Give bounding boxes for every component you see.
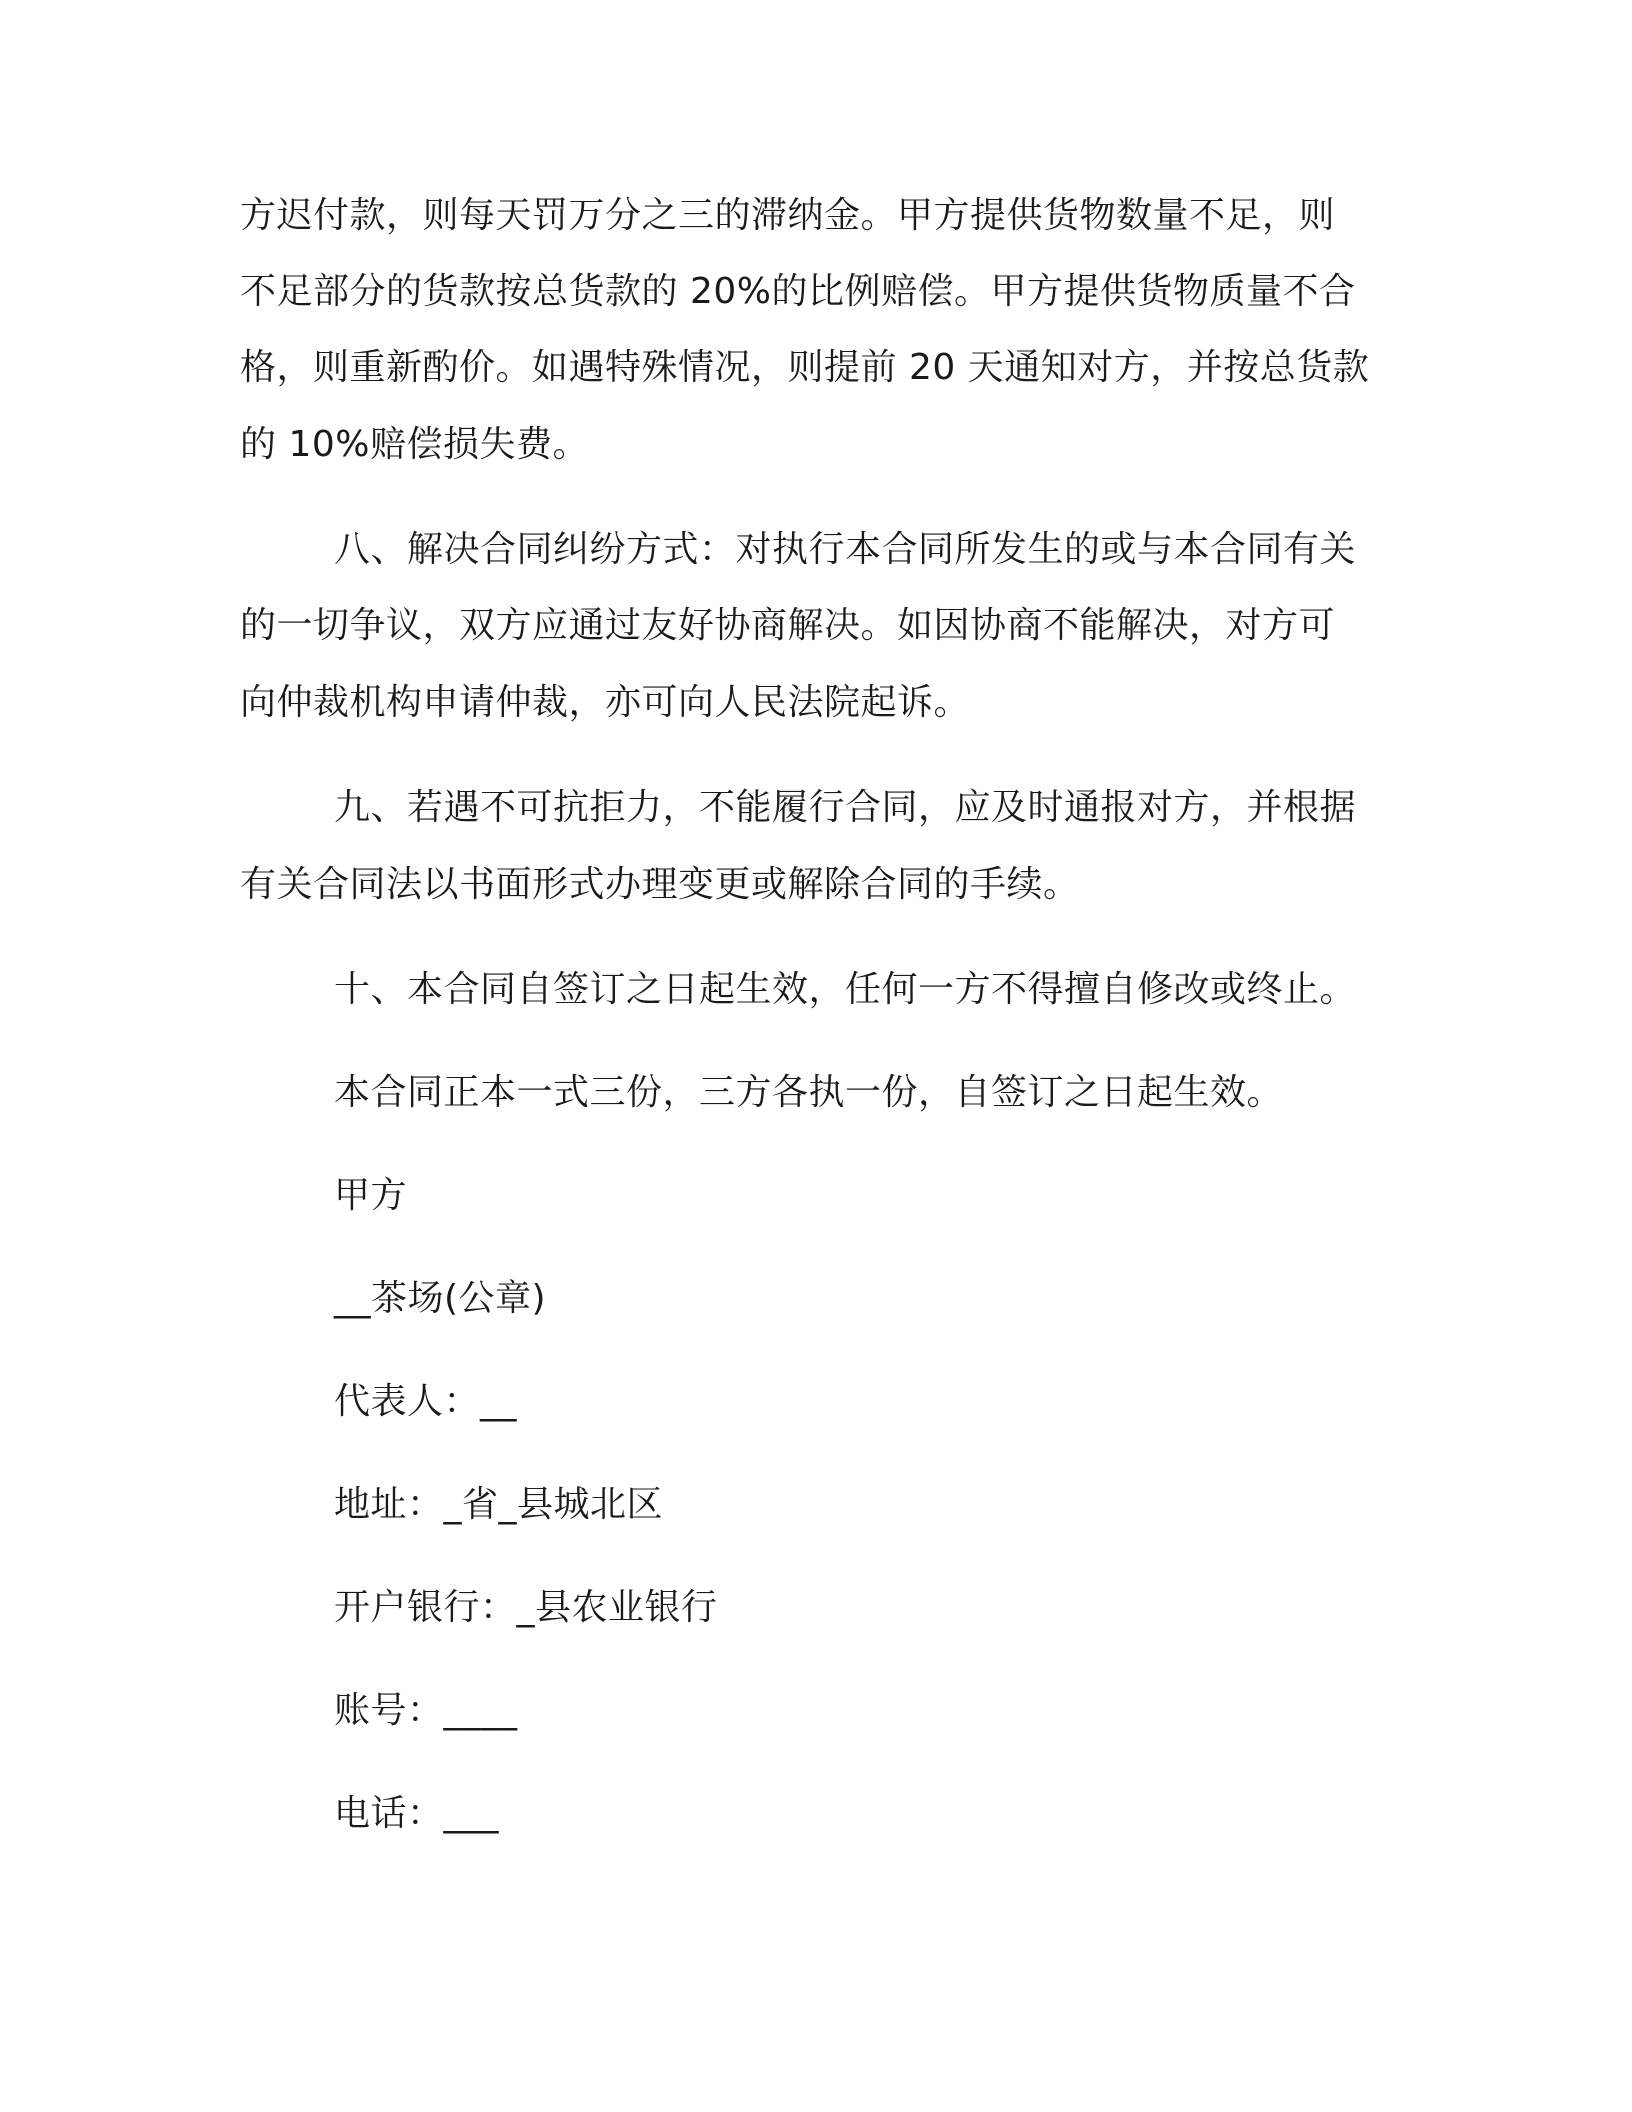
clause-10-effectiveness: 十、本合同自签订之日起生效，任何一方不得擅自修改或终止。: [334, 969, 1357, 1010]
paragraph-line: 不足部分的货款按总货款的 20%的比例赔偿。甲方提供货物质量不合: [240, 271, 1356, 312]
paragraph-line: 方迟付款，则每天罚万分之三的滞纳金。甲方提供货物数量不足，则: [240, 195, 1336, 236]
paragraph-line: 有关合同法以书面形式办理变更或解除合同的手续。: [240, 864, 1080, 905]
party-a-phone: 电话：___: [334, 1793, 500, 1834]
party-a-seal: __茶场(公章): [334, 1278, 547, 1319]
party-a-heading: 甲方: [334, 1175, 408, 1216]
paragraph-line: 向仲裁机构申请仲裁，亦可向人民法院起诉。: [240, 682, 971, 723]
paragraph-line: 九、若遇不可抗拒力，不能履行合同，应及时通报对方，并根据: [334, 787, 1357, 828]
paragraph-line: 八、解决合同纠纷方式：对执行本合同所发生的或与本合同有关: [334, 529, 1357, 570]
paragraph-line: 格，则重新酌价。如遇特殊情况，则提前 20 天通知对方，并按总货款: [240, 347, 1370, 388]
copies-note: 本合同正本一式三份，三方各执一份，自签订之日起生效。: [334, 1072, 1284, 1113]
paragraph-line: 的 10%赔偿损失费。: [240, 424, 589, 465]
party-a-bank: 开户银行：_县农业银行: [334, 1587, 718, 1628]
party-a-account: 账号：____: [334, 1690, 518, 1731]
paragraph-line: 的一切争议，双方应通过友好协商解决。如因协商不能解决，对方可: [240, 605, 1336, 646]
party-a-representative: 代表人：__: [334, 1381, 518, 1422]
party-a-address: 地址：_省_县城北区: [334, 1484, 664, 1525]
